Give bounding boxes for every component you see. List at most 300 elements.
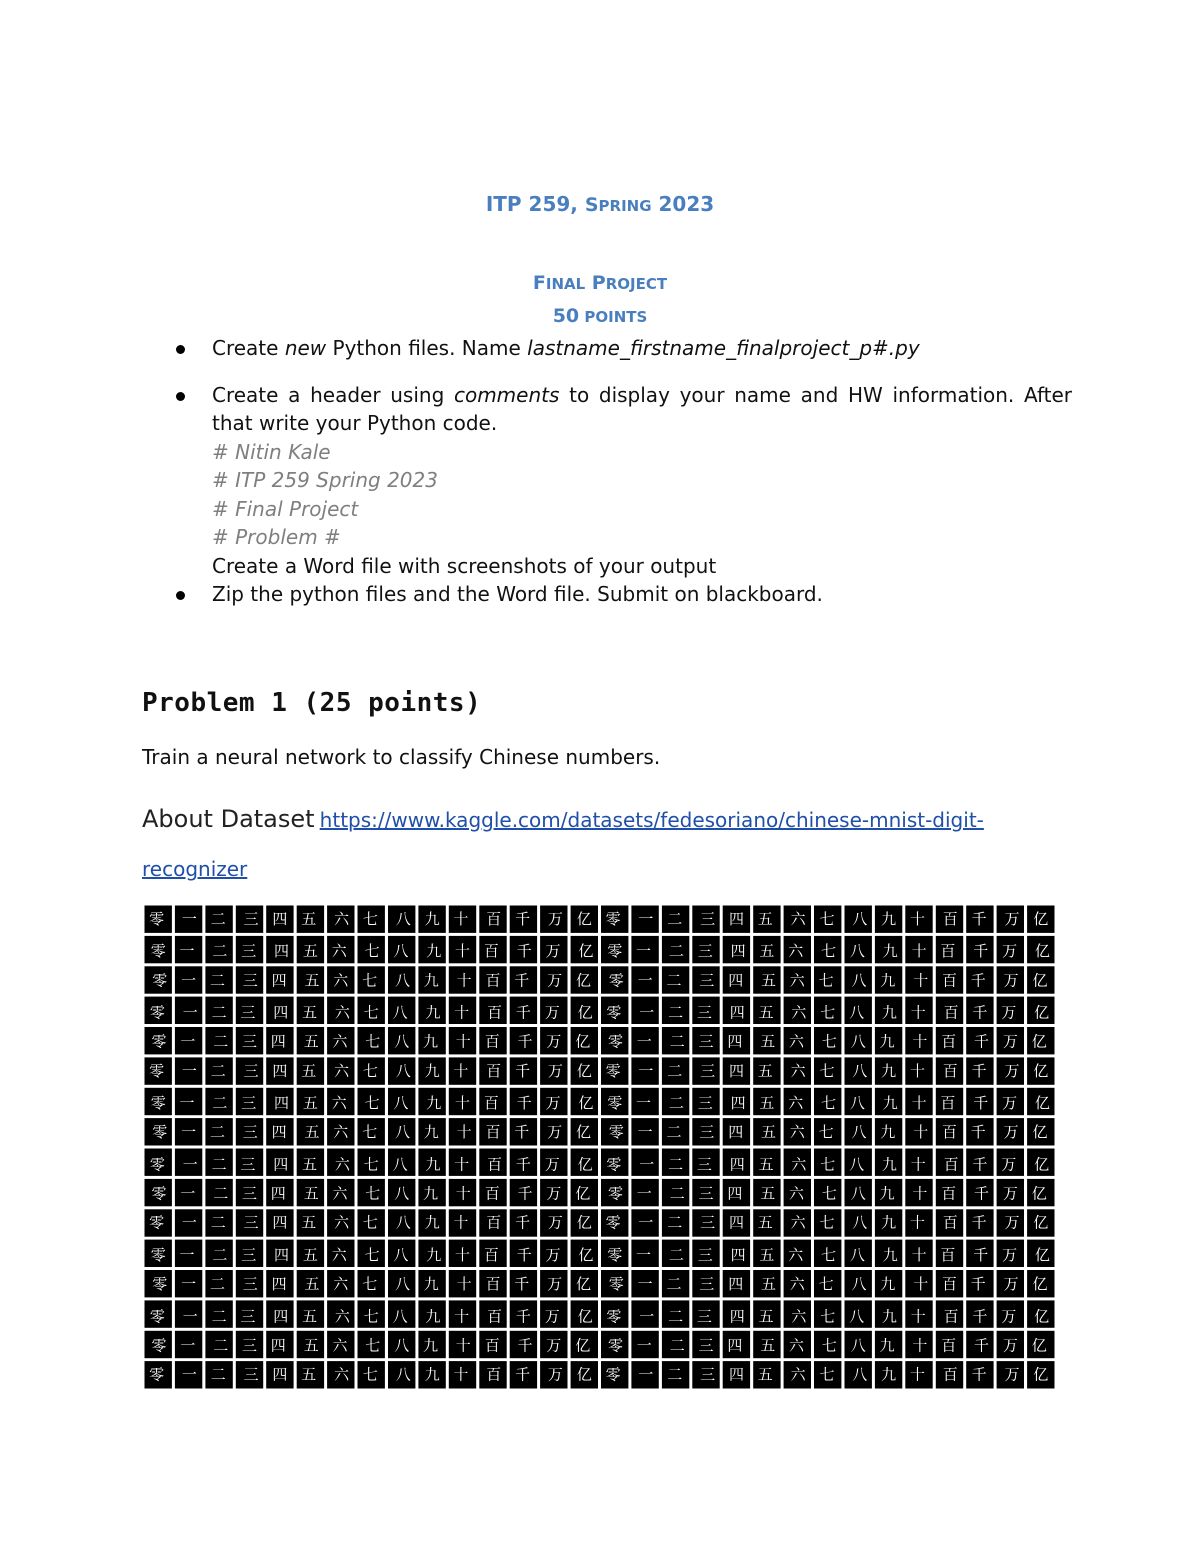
handwritten-digit: 四 — [728, 1213, 745, 1232]
dataset-link[interactable]: https://www.kaggle.com/datasets/fedesoriano/chinese-mnist-digit- — [319, 808, 984, 832]
handwritten-digit: 百 — [486, 910, 502, 928]
handwritten-digit: 百 — [942, 1213, 958, 1232]
digit-grid-svg — [143, 904, 1056, 1390]
handwritten-digit: 四 — [270, 1032, 286, 1051]
handwritten-digit: 三 — [241, 942, 257, 961]
handwritten-digit: 一 — [180, 1032, 196, 1051]
handwritten-digit: 六 — [791, 1155, 807, 1174]
handwritten-digit: 二 — [210, 1365, 226, 1384]
handwritten-digit: 三 — [240, 1307, 256, 1326]
handwritten-digit: 零 — [606, 1155, 622, 1174]
handwritten-digit: 十 — [454, 1155, 470, 1174]
handwritten-digit: 一 — [179, 1245, 195, 1264]
handwritten-digit: 七 — [365, 1184, 381, 1203]
handwritten-digit: 亿 — [576, 1213, 592, 1232]
handwritten-digit: 百 — [942, 1061, 958, 1080]
handwritten-digit: 亿 — [1034, 1003, 1050, 1022]
handwritten-digit: 八 — [851, 1275, 867, 1294]
handwritten-digit: 六 — [333, 1123, 349, 1142]
handwritten-digit: 千 — [973, 1094, 989, 1112]
handwritten-digit: 五 — [760, 971, 777, 990]
handwritten-digit: 六 — [334, 1365, 350, 1384]
handwritten-digit: 二 — [668, 1245, 684, 1264]
handwritten-digit: 万 — [1002, 942, 1018, 961]
handwritten-digit: 百 — [484, 1032, 500, 1051]
handwritten-digit: 零 — [607, 1245, 623, 1264]
handwritten-digit: 七 — [364, 942, 380, 961]
handwritten-digit: 四 — [271, 1275, 287, 1294]
handwritten-digit: 四 — [728, 1123, 744, 1142]
handwritten-digit: 一 — [638, 910, 654, 928]
handwritten-digit: 亿 — [578, 942, 594, 961]
handwritten-digit: 十 — [910, 1307, 926, 1326]
handwritten-digit: 亿 — [1033, 1213, 1049, 1232]
handwritten-digit: 亿 — [1031, 1032, 1047, 1051]
handwritten-digit: 三 — [241, 1032, 258, 1051]
dataset-line — [142, 805, 1042, 833]
handwritten-digit: 亿 — [1033, 1365, 1049, 1384]
handwritten-digit: 八 — [852, 910, 868, 928]
handwritten-digit: 千 — [516, 942, 532, 961]
handwritten-digit: 二 — [667, 1061, 683, 1080]
handwritten-digit: 二 — [211, 1003, 227, 1022]
handwritten-digit: 一 — [637, 1275, 653, 1294]
handwritten-digit: 三 — [241, 1336, 258, 1355]
project-title-p: P — [585, 272, 606, 294]
handwritten-digit: 八 — [395, 1213, 411, 1232]
handwritten-digit: 六 — [331, 942, 347, 961]
problem-description: Train a neural network to classify Chinese numbers. — [142, 745, 661, 769]
handwritten-digit: 亿 — [1033, 910, 1049, 928]
handwritten-digit: 二 — [212, 1245, 228, 1264]
handwritten-digit: 四 — [728, 910, 745, 928]
handwritten-digit: 一 — [637, 971, 653, 990]
handwritten-digit: 百 — [943, 1003, 959, 1022]
handwritten-digit: 二 — [668, 942, 684, 961]
handwritten-digit: 七 — [819, 1213, 835, 1232]
handwritten-digit: 六 — [334, 1155, 350, 1174]
handwritten-digit: 六 — [790, 1365, 806, 1384]
handwritten-digit: 六 — [788, 942, 804, 961]
handwritten-digit: 零 — [149, 1213, 165, 1232]
handwritten-digit: 十 — [453, 1213, 469, 1232]
handwritten-digit: 万 — [547, 971, 563, 990]
instruction-item — [172, 334, 1072, 363]
handwritten-digit: 六 — [334, 910, 350, 928]
handwritten-digit: 五 — [758, 1307, 774, 1326]
handwritten-digit: 千 — [970, 971, 986, 990]
handwritten-digit: 万 — [1004, 1061, 1020, 1080]
handwritten-digit: 二 — [667, 1213, 683, 1232]
handwritten-digit: 千 — [971, 1061, 987, 1080]
handwritten-digit: 亿 — [576, 1061, 592, 1080]
handwritten-digit: 三 — [697, 1245, 713, 1264]
handwritten-digit: 亿 — [577, 1155, 593, 1174]
handwritten-digit: 百 — [486, 1061, 502, 1080]
handwritten-digit: 亿 — [575, 1336, 591, 1355]
handwritten-digit: 一 — [636, 1184, 652, 1203]
handwritten-digit: 一 — [180, 1336, 196, 1355]
handwritten-digit: 亿 — [576, 910, 592, 928]
handwritten-digit: 百 — [484, 1184, 500, 1203]
handwritten-digit: 六 — [331, 1094, 347, 1112]
handwritten-digit: 十 — [912, 1336, 928, 1355]
handwritten-digit: 七 — [365, 1336, 381, 1355]
handwritten-digit: 零 — [149, 1365, 165, 1384]
handwritten-digit: 六 — [331, 1245, 347, 1264]
handwritten-digit: 亿 — [1033, 1061, 1049, 1080]
handwritten-digit: 五 — [757, 1061, 773, 1080]
handwritten-digit: 二 — [212, 1094, 228, 1112]
handwritten-digit: 万 — [547, 1213, 563, 1232]
handwritten-digit: 九 — [881, 910, 897, 928]
instruction-emphasis: comments — [453, 382, 560, 407]
handwritten-digit: 千 — [970, 1123, 986, 1142]
handwritten-digit: 十 — [456, 1275, 472, 1294]
handwritten-digit: 万 — [1003, 1275, 1019, 1294]
handwritten-digit: 七 — [363, 1155, 379, 1174]
handwritten-digit: 二 — [666, 971, 682, 990]
handwritten-digit: 三 — [243, 1365, 259, 1384]
handwritten-digit: 四 — [272, 1061, 288, 1080]
handwritten-digit: 万 — [547, 1275, 563, 1294]
handwritten-digit: 九 — [881, 1213, 897, 1232]
handwritten-digit: 一 — [182, 1003, 198, 1022]
handwritten-digit: 万 — [1004, 1365, 1020, 1384]
handwritten-digit: 零 — [607, 1184, 624, 1203]
course-title — [0, 192, 1200, 216]
handwritten-digit: 百 — [487, 1155, 503, 1174]
instruction-text: Zip the python files and the Word file. Submit on blackboard. — [212, 582, 823, 606]
handwritten-digit: 四 — [273, 1155, 289, 1174]
handwritten-digit: 七 — [820, 1155, 836, 1174]
handwritten-digit: 五 — [302, 1155, 318, 1174]
handwritten-digit: 百 — [486, 1365, 502, 1384]
handwritten-digit: 六 — [789, 1275, 805, 1294]
handwritten-digit: 万 — [1003, 1123, 1019, 1142]
handwritten-digit: 零 — [151, 1336, 167, 1355]
handwritten-digit: 一 — [635, 1094, 652, 1112]
handwritten-digit: 四 — [272, 910, 288, 928]
handwritten-digit: 九 — [424, 910, 440, 928]
handwritten-digit: 零 — [605, 1061, 621, 1080]
handwritten-digit: 五 — [304, 1275, 320, 1294]
handwritten-digit: 五 — [302, 1003, 318, 1022]
handwritten-digit: 八 — [849, 1094, 865, 1112]
handwritten-digit: 百 — [485, 1123, 501, 1142]
handwritten-digit: 六 — [788, 1094, 804, 1112]
handwritten-digit: 二 — [668, 1155, 684, 1174]
handwritten-digit: 五 — [760, 1123, 777, 1142]
handwritten-digit: 九 — [422, 1184, 439, 1203]
handwritten-digit: 五 — [760, 1336, 776, 1355]
handwritten-digit: 万 — [1002, 1094, 1018, 1112]
handwritten-digit: 一 — [636, 1336, 652, 1355]
handwritten-digit: 九 — [425, 1003, 441, 1022]
handwritten-digit: 六 — [332, 1032, 348, 1051]
handwritten-digit: 三 — [697, 942, 713, 961]
handwritten-digit: 一 — [181, 1365, 197, 1384]
handwritten-digit: 万 — [1004, 910, 1020, 928]
handwritten-digit: 十 — [913, 1123, 929, 1142]
handwritten-digit: 十 — [453, 1365, 469, 1384]
handwritten-digit: 九 — [882, 1245, 898, 1264]
handwritten-digit: 二 — [668, 1003, 684, 1022]
handwritten-digit: 零 — [607, 1336, 624, 1355]
handwritten-digit: 零 — [608, 1275, 624, 1294]
handwritten-digit: 万 — [544, 1307, 560, 1326]
handwritten-digit: 八 — [852, 1213, 868, 1232]
handwritten-digit: 二 — [667, 910, 683, 928]
handwritten-digit: 七 — [821, 1032, 837, 1051]
dataset-label: About Dataset — [142, 805, 315, 833]
handwritten-digit: 十 — [454, 1003, 470, 1022]
handwritten-digit: 五 — [302, 942, 318, 961]
dataset-link-continued[interactable]: recognizer — [142, 857, 248, 881]
handwritten-digit: 三 — [700, 910, 716, 928]
handwritten-digit: 八 — [392, 1003, 408, 1022]
handwritten-digit: 七 — [362, 1365, 378, 1384]
handwritten-digit: 八 — [850, 1032, 866, 1051]
handwritten-digit: 五 — [757, 1213, 773, 1232]
handwritten-digit: 十 — [453, 910, 469, 928]
handwritten-digit: 十 — [909, 1061, 926, 1080]
handwritten-digit: 亿 — [575, 1275, 592, 1294]
handwritten-digit: 二 — [669, 1032, 685, 1051]
handwritten-digit: 百 — [941, 1184, 957, 1203]
handwritten-digit: 亿 — [575, 971, 592, 990]
handwritten-digit: 百 — [940, 942, 956, 961]
handwritten-digit: 亿 — [1034, 942, 1050, 961]
handwritten-digit: 百 — [484, 1336, 500, 1355]
points-word: POINTS — [579, 308, 648, 326]
handwritten-digit: 六 — [334, 1213, 350, 1232]
instructions-list — [172, 334, 1072, 609]
handwritten-digit: 五 — [302, 1094, 318, 1112]
handwritten-digit: 八 — [852, 1365, 868, 1384]
handwritten-digit: 百 — [941, 1032, 957, 1051]
handwritten-digit: 万 — [546, 1032, 562, 1051]
handwritten-digit: 零 — [608, 971, 624, 990]
handwritten-digit: 三 — [696, 1307, 712, 1326]
handwritten-digit: 千 — [971, 910, 987, 928]
instruction-text: Create — [212, 336, 285, 360]
instruction-emphasis: new — [284, 336, 327, 360]
handwritten-digit: 四 — [273, 1094, 290, 1112]
handwritten-digit: 六 — [334, 1003, 350, 1022]
handwritten-digit: 百 — [483, 1094, 499, 1112]
handwritten-digit: 七 — [362, 1123, 378, 1142]
handwritten-digit: 百 — [941, 1123, 958, 1142]
handwritten-digit: 二 — [668, 1307, 684, 1326]
handwritten-digit: 万 — [1004, 1213, 1020, 1232]
handwritten-digit: 六 — [790, 1213, 806, 1232]
handwritten-digit: 三 — [243, 910, 259, 928]
handwritten-digit: 零 — [149, 1003, 165, 1022]
handwritten-digit: 四 — [727, 1184, 743, 1203]
handwritten-digit: 十 — [455, 1032, 471, 1051]
handwritten-digit: 五 — [304, 1123, 320, 1142]
handwritten-digit: 三 — [243, 1213, 259, 1232]
handwritten-digit: 一 — [179, 942, 195, 961]
word-file-instruction: Create a Word file with screenshots of your output — [212, 553, 717, 578]
handwritten-digit: 一 — [635, 942, 652, 961]
handwritten-digit: 千 — [972, 1155, 988, 1174]
handwritten-digit: 一 — [638, 1365, 654, 1384]
handwritten-digit: 三 — [699, 1123, 715, 1142]
handwritten-digit: 五 — [303, 1032, 319, 1051]
handwritten-digit: 千 — [515, 1365, 531, 1384]
handwritten-digit: 六 — [788, 1032, 805, 1051]
handwritten-digit: 五 — [758, 1155, 774, 1174]
handwritten-digit: 三 — [696, 1003, 712, 1022]
handwritten-digit: 千 — [514, 971, 530, 990]
handwritten-digit: 亿 — [578, 1245, 594, 1264]
handwritten-digit: 六 — [788, 1336, 805, 1355]
handwritten-digit: 千 — [972, 1307, 988, 1326]
handwritten-digit: 百 — [940, 1094, 956, 1112]
handwritten-digit: 百 — [941, 971, 958, 990]
handwritten-digit: 四 — [729, 1155, 745, 1174]
handwritten-digit: 一 — [181, 971, 197, 990]
handwritten-digit: 九 — [426, 1245, 442, 1264]
handwritten-digit: 四 — [272, 1365, 288, 1384]
handwritten-digit: 八 — [393, 1094, 409, 1112]
handwritten-digit: 六 — [789, 971, 805, 990]
handwritten-digit: 零 — [607, 942, 623, 961]
handwritten-digit: 七 — [820, 1003, 836, 1022]
handwritten-digit: 千 — [517, 1336, 533, 1355]
handwritten-digit: 千 — [516, 1094, 532, 1112]
handwritten-digit: 九 — [425, 1307, 441, 1326]
handwritten-digit: 八 — [392, 1307, 408, 1326]
handwritten-digit: 四 — [727, 1032, 743, 1051]
handwritten-digit: 七 — [362, 971, 378, 990]
handwritten-digit: 百 — [941, 1336, 957, 1355]
handwritten-digit: 二 — [669, 1184, 685, 1203]
handwritten-digit: 五 — [303, 1336, 319, 1355]
handwritten-digit: 二 — [668, 1094, 684, 1112]
handwritten-digit: 八 — [849, 1245, 865, 1264]
handwritten-digit: 二 — [213, 1336, 229, 1355]
handwritten-digit: 六 — [789, 1123, 805, 1142]
handwritten-digit: 八 — [849, 942, 865, 961]
handwritten-digit: 十 — [909, 910, 926, 928]
handwritten-digit: 万 — [546, 1336, 562, 1355]
handwritten-digit: 五 — [302, 1245, 318, 1264]
handwritten-digit: 九 — [424, 1365, 440, 1384]
handwritten-digit: 九 — [424, 1061, 440, 1080]
handwritten-digit: 三 — [240, 1155, 256, 1174]
handwritten-digit: 千 — [973, 1032, 990, 1051]
handwritten-digit: 亿 — [575, 1123, 592, 1142]
handwritten-digit: 九 — [881, 1061, 897, 1080]
handwritten-digit: 七 — [820, 1094, 837, 1112]
term-rest: PRING — [598, 197, 652, 215]
handwritten-digit: 七 — [818, 971, 834, 990]
handwritten-digit: 一 — [637, 1123, 653, 1142]
handwritten-digit: 十 — [911, 1245, 927, 1264]
handwritten-digit: 七 — [820, 942, 837, 961]
handwritten-digit: 十 — [456, 971, 472, 990]
handwritten-digit: 十 — [912, 1032, 928, 1051]
handwritten-digit: 三 — [242, 971, 258, 990]
handwritten-digit: 亿 — [1034, 1245, 1050, 1264]
handwritten-digit: 十 — [456, 1123, 472, 1142]
handwritten-digit: 八 — [392, 1155, 408, 1174]
handwritten-digit: 千 — [514, 1275, 530, 1294]
handwritten-digit: 千 — [973, 942, 989, 961]
handwritten-digit: 二 — [669, 1336, 685, 1355]
handwritten-digit: 三 — [241, 1245, 257, 1264]
handwritten-digit: 万 — [1001, 1003, 1017, 1022]
handwritten-digit: 九 — [423, 971, 439, 990]
handwritten-digit: 五 — [759, 1094, 775, 1112]
handwritten-digit: 十 — [911, 1094, 927, 1112]
handwritten-digit: 亿 — [575, 1184, 591, 1203]
handwritten-digit: 九 — [879, 1184, 895, 1203]
handwritten-digit: 五 — [760, 1275, 777, 1294]
handwritten-digit: 六 — [788, 1245, 804, 1264]
handwritten-digit: 零 — [152, 971, 168, 990]
handwritten-digit: 九 — [881, 1003, 897, 1022]
handwritten-digit: 亿 — [1034, 1307, 1050, 1326]
handwritten-digit: 一 — [182, 1155, 198, 1174]
handwritten-digit: 八 — [849, 1155, 865, 1174]
handwritten-digit: 零 — [149, 1307, 165, 1326]
handwritten-digit: 亿 — [1032, 1275, 1048, 1294]
handwritten-digit: 零 — [150, 942, 166, 961]
handwritten-digit: 百 — [943, 1155, 959, 1174]
handwritten-digit: 万 — [1001, 1307, 1017, 1326]
handwritten-digit: 百 — [942, 910, 958, 928]
handwritten-digit: 零 — [606, 1003, 622, 1022]
handwritten-digit: 五 — [301, 910, 317, 928]
handwritten-digit: 四 — [272, 1213, 288, 1232]
handwritten-digit: 五 — [757, 1365, 773, 1384]
handwritten-digit: 零 — [149, 1155, 165, 1174]
handwritten-digit: 千 — [517, 1032, 533, 1051]
handwritten-digit: 万 — [1003, 971, 1019, 990]
handwritten-digit: 千 — [515, 910, 531, 928]
handwritten-digit: 三 — [240, 1003, 256, 1022]
handwritten-digit: 二 — [212, 942, 228, 961]
handwritten-digit: 万 — [1002, 1032, 1018, 1051]
handwritten-digit: 五 — [758, 1003, 774, 1022]
handwritten-digit: 八 — [393, 1245, 409, 1264]
project-title — [0, 272, 1200, 294]
handwritten-digit: 六 — [332, 1336, 348, 1355]
handwritten-digit: 八 — [849, 1307, 865, 1326]
handwritten-digit: 三 — [698, 1336, 714, 1355]
handwritten-digit: 二 — [211, 1307, 227, 1326]
bullet-icon — [176, 591, 185, 600]
handwritten-digit: 一 — [181, 910, 197, 928]
handwritten-digit: 十 — [912, 1184, 928, 1203]
handwritten-digit: 七 — [820, 1245, 837, 1264]
handwritten-digit: 九 — [426, 942, 442, 961]
course-year: 2023 — [651, 192, 715, 216]
handwritten-digit: 万 — [544, 1003, 560, 1022]
handwritten-digit: 亿 — [1031, 1184, 1047, 1203]
term-first-letter: S — [584, 194, 599, 216]
handwritten-digit: 五 — [301, 1365, 317, 1384]
points-title — [0, 305, 1200, 327]
handwritten-digit: 七 — [364, 1245, 380, 1264]
handwritten-digit: 七 — [363, 1307, 379, 1326]
points-number: 50 — [552, 305, 580, 327]
handwritten-digit: 亿 — [1032, 1123, 1048, 1142]
